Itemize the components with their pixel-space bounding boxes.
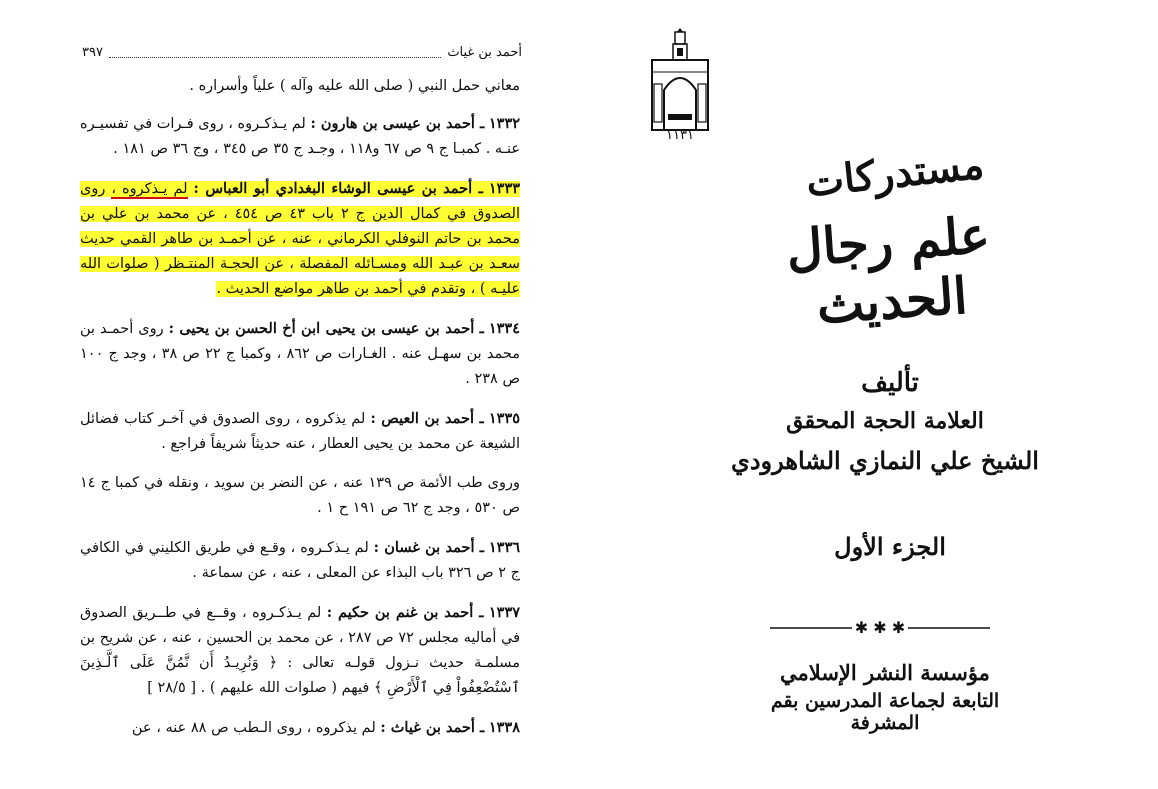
entry-text: روى الصدوق في كمال الدين ج ٢ باب ٤٣ ص ٤٥٤ ، عن محمد بن علي بن محمد بن حاتم النوفلي الكرماني ، عنه ، عن أحمـد بن طاهر القمي حديث سعـد بن عبـد الله ومسـائله المفصلة ، عن الحجـة المنتـظر ( صلوات الله عليـه ) ، وتقدم في أحمد بن طاهر مواضع الحديث . bbox=[80, 181, 520, 297]
entry-1332: ١٣٣٢ ـ أحمد بن عيسى بن هارون : لم يـذكـروه ، روى فـرات في تفسيـره عنـه . كمبـا ج ٩ ص ٦٧ و١١٨ ، وجـد ج ٣٥ ص ٣٤٥ ، وج ٣٦ ص ١٨١ . bbox=[80, 115, 521, 157]
entry-1337: ١٣٣٧ ـ أحمد بن غنم بن حكيم : لم يـذكـروه ، وقــع في طــريق الصدوق في أماليه مجلس ٧٢ ص ٢٨٧ ، عن محمد بن الحسين ، عنه ، عن شريح بن مسلمـة حديث نـزول قولـه تعالى : ﴿ وَنُرِيـدُ أَن نَّمُنَّ عَلَى ٱلَّـذِينَ ٱسْتُضْعِفُواْ فِي ٱلْأَرْضِ ﴾ فيهم ( صلوات الله عليهم ) . [ ٢٨/٥ ] bbox=[80, 604, 521, 696]
entry-text: لم يـذكـروه ، روى فـرات في تفسيـره عنـه . كمبـا ج ٩ ص ٦٧ و١١٨ ، وجـد ج ٣٥ ص ٣٤٥ ، وج ٣٦ ص ١٨١ . bbox=[80, 116, 520, 157]
publisher-emblem-icon bbox=[648, 28, 712, 138]
entry-number: ١٣٣٦ bbox=[488, 539, 521, 556]
entry-1336: ١٣٣٦ ـ أحمد بن غسان : لم يـذكـروه ، وقـع في طريق الكليني في الكافي ج ٢ ص ٣٢٦ باب البذاء عن المعلى ، عنه ، عن سماعة . bbox=[80, 539, 521, 581]
underlined-phrase: لم يـذكروه ، bbox=[111, 181, 188, 197]
entry-number: ١٣٣٨ bbox=[488, 719, 520, 736]
entry-1335: ١٣٣٥ ـ أحمد بن العيص : لم يذكروه ، روى الصدوق في آخـر كتاب فضائل الشيعة عن محمد بن يحيى العطار ، عنه حديثاً شريفاً فراجع . bbox=[80, 410, 521, 452]
page-number: ٣٩٧ bbox=[82, 44, 103, 60]
highlighted-passage: ١٣٣٣ ـ أحمد بن عيسى الوشاء البغدادي أبو العباس : لم يـذكروه ، روى الصدوق في كمال الدين ج ٢ باب ٤٣ ص ٤٥٤ ، عن محمد بن علي بن محمد بن حاتم النوفلي الكرماني ، عنه ، عن أحمـد بن طاهر القمي حديث سعـد بن عبـد الله ومسـائله المفصلة ، عن الحجـة المنتـظر ( صلوات الله عليـه ) ، وتقدم في أحمد بن طاهر مواضع الحديث . bbox=[80, 180, 521, 297]
entry-name: أحمد بن عيسى بن يحيى ابن أخ الحسن بن يحيى : bbox=[168, 320, 475, 337]
entry-name: أحمد بن غياث : bbox=[380, 719, 475, 736]
authorship-label: تأليف bbox=[861, 368, 919, 398]
entry-text: لم يذكروه ، روى الـطب ص ٨٨ عنه ، عن bbox=[131, 720, 376, 736]
intro-line: معاني حمل النبي ( صلى الله عليه وآله ) علياً وأسراره . bbox=[189, 78, 520, 94]
entry-name: أحمد بن عيسى بن هارون : bbox=[310, 115, 475, 132]
entry-name: أحمد بن غنم بن حكيم : bbox=[326, 604, 474, 621]
author-name: الشيخ علي النمازي الشاهرودي bbox=[731, 446, 1039, 475]
body-text bbox=[80, 74, 520, 755]
entry-1333 bbox=[80, 176, 520, 302]
right-page bbox=[590, 0, 1158, 789]
publisher-affiliation: التابعة لجماعة المدرسين بقم المشرفة bbox=[770, 690, 1000, 734]
entry-number: ١٣٣٤ bbox=[488, 320, 521, 337]
publisher-name: مؤسسة النشر الإسلامي bbox=[780, 660, 990, 685]
ornament-divider-icon bbox=[770, 618, 990, 638]
entry-name: أحمد بن العيص : bbox=[370, 410, 474, 427]
entry-text: روى أحمـد بن محمد بن سهـل عنه . الغـارات ص ٨٦٢ ، وكمبا ج ٢٢ ص ٣٨ ، وجد ج ١٠٠ ص ٢٣٨ . bbox=[80, 321, 521, 387]
entry-1334: ١٣٣٤ ـ أحمد بن عيسى بن يحيى ابن أخ الحسن بن يحيى : روى أحمـد بن محمد بن سهـل عنه . الغـارات ص ٨٦٢ ، وكمبا ج ٢٢ ص ٣٨ ، وجد ج ١٠٠ ص ٢٣٨ . bbox=[80, 320, 521, 387]
running-title: أحمد بن غياث bbox=[447, 44, 522, 60]
entry-1335-continuation bbox=[80, 471, 520, 521]
entry-text: وروى طب الأئمة ص ١٣٩ عنه ، عن النضر بن سويد ، ونقله في كمبا ج ١٤ ص ٥٣٠ ، وجد ج ٦٢ ص ١٩١ ح ١ . bbox=[80, 475, 520, 516]
entry-name: أحمد بن عيسى الوشاء البغدادي أبو العباس : bbox=[193, 180, 473, 197]
book-title-line-2: علم رجال الحديث bbox=[784, 205, 992, 336]
leader-dots bbox=[109, 47, 441, 58]
svg-text:✱ ✱ ✱: ✱ ✱ ✱ bbox=[854, 618, 906, 637]
entry-text: لم يـذكـروه ، وقـع في طريق الكليني في الكافي ج ٢ ص ٣٢٦ باب البذاء عن المعلى ، عنه ، عن سماعة . bbox=[80, 540, 520, 581]
entry-1338: ١٣٣٨ ـ أحمد بن غياث : لم يذكروه ، روى الـطب ص ٨٨ عنه ، عن bbox=[131, 719, 520, 736]
author-title: العلامة الحجة المحقق bbox=[786, 408, 984, 434]
entry-number: ١٣٣٣ bbox=[488, 180, 521, 197]
running-head bbox=[82, 42, 522, 62]
entry-name: أحمد بن غسان : bbox=[373, 539, 475, 556]
entry-number: ١٣٣٧ bbox=[488, 604, 521, 621]
publication-number: ١١٣١ bbox=[666, 128, 694, 143]
entry-number: ١٣٣٥ bbox=[488, 410, 521, 427]
entry-number: ١٣٣٢ bbox=[488, 115, 521, 132]
entry-text: لم يذكروه ، روى الصدوق في آخـر كتاب فضائل الشيعة عن محمد بن يحيى العطار ، عنه حديثاً شريفاً فراجع . bbox=[80, 411, 520, 452]
entry-text: لم يـذكـروه ، وقــع في طــريق الصدوق في أماليه مجلس ٧٢ ص ٢٨٧ ، عن محمد بن الحسين ، عنه ، عن شريح بن مسلمـة حديث نـزول قولـه تعالى : ﴿ وَنُرِيـدُ أَن نَّمُنَّ عَلَى ٱلَّـذِينَ ٱسْتُضْعِفُواْ فِي ٱلْأَرْضِ ﴾ فيهم ( صلوات الله عليهم ) . [ ٢٨/٥ ] bbox=[80, 605, 520, 696]
book-title-line-1: مستدركات bbox=[803, 140, 987, 207]
volume-label: الجزء الأول bbox=[834, 532, 946, 561]
